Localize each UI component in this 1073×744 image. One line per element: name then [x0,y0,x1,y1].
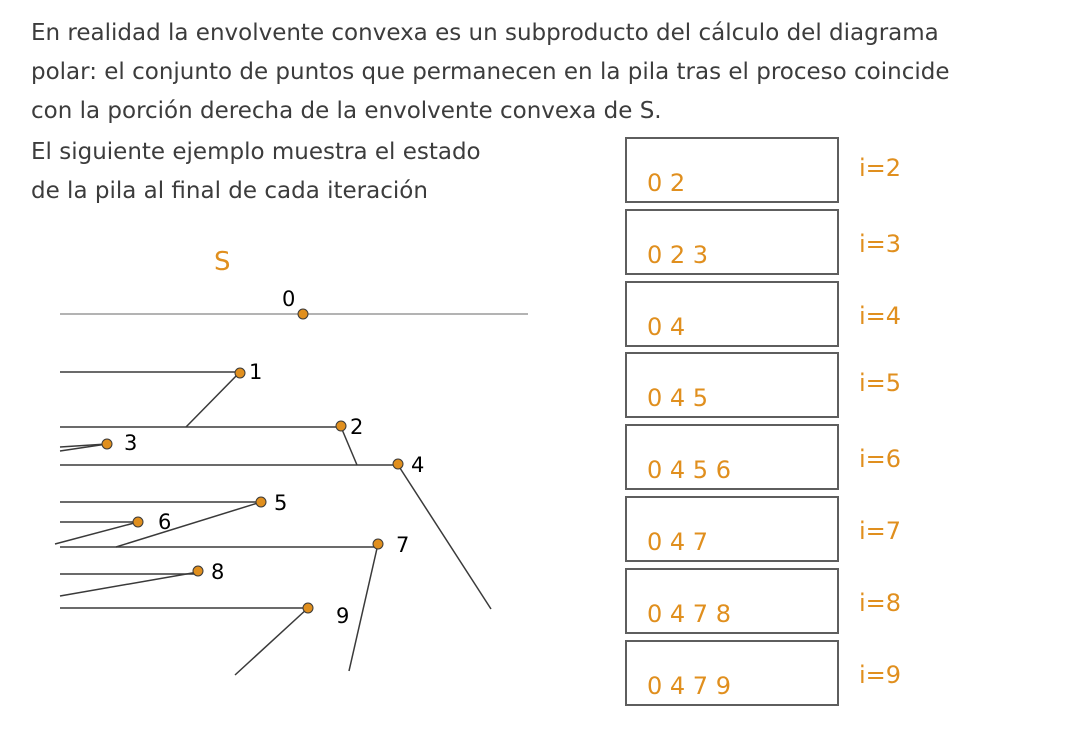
iteration-label: i=5 [859,369,902,397]
point-5 [256,497,266,507]
point-label-2: 2 [350,415,364,439]
iteration-label: i=2 [859,154,902,182]
point-label-7: 7 [396,533,410,557]
segment-7-down [349,544,378,671]
stack-contents: 0 2 [647,169,686,197]
iteration-label: i=7 [859,517,902,545]
stack-state-box [625,568,839,634]
line-8b [60,572,198,596]
stack-state-box [625,496,839,562]
intro-line: polar: el conjunto de puntos que permanecen en la pila tras el proceso coincide [31,59,950,85]
point-4 [393,459,403,469]
stack-state-box [625,352,839,418]
intro-line: con la porción derecha de la envolvente convexa de S. [31,98,662,124]
iteration-label: i=3 [859,230,902,258]
stack-state-box [625,137,839,203]
point-label-0: 0 [282,287,296,311]
example-line: El siguiente ejemplo muestra el estado [31,139,481,165]
point-7 [373,539,383,549]
stack-state-box [625,209,839,275]
stack-state-box [625,640,839,706]
point-1 [235,368,245,378]
stack-contents: 0 4 7 [647,528,709,556]
iteration-label: i=9 [859,661,902,689]
stack-contents: 0 4 [647,313,686,341]
point-0 [298,309,308,319]
stack-contents: 0 2 3 [647,241,709,269]
point-label-4: 4 [411,453,425,477]
point-label-5: 5 [274,491,288,515]
stack-contents: 0 4 5 [647,384,709,412]
point-9 [303,603,313,613]
stack-contents: 0 4 7 9 [647,672,731,700]
point-label-9: 9 [336,604,350,628]
point-6 [133,517,143,527]
iteration-label: i=6 [859,445,902,473]
segment-1-2 [186,372,240,427]
iteration-label: i=4 [859,302,902,330]
point-2 [336,421,346,431]
iteration-label: i=8 [859,589,902,617]
stack-state-box [625,424,839,490]
example-line: de la pila al final de cada iteración [31,178,428,204]
set-label: S [214,247,231,277]
point-label-6: 6 [158,510,172,534]
stack-contents: 0 4 7 8 [647,600,731,628]
intro-line: En realidad la envolvente convexa es un subproducto del cálculo del diagrama [31,20,939,46]
point-label-3: 3 [124,431,138,455]
stack-contents: 0 4 5 6 [647,456,731,484]
segment-9-down [235,608,308,675]
point-label-8: 8 [211,560,225,584]
segment-6-edge [55,522,138,544]
segment-4-down [398,465,491,609]
stack-state-box [625,281,839,347]
point-label-1: 1 [249,360,263,384]
point-8 [193,566,203,576]
point-3 [102,439,112,449]
